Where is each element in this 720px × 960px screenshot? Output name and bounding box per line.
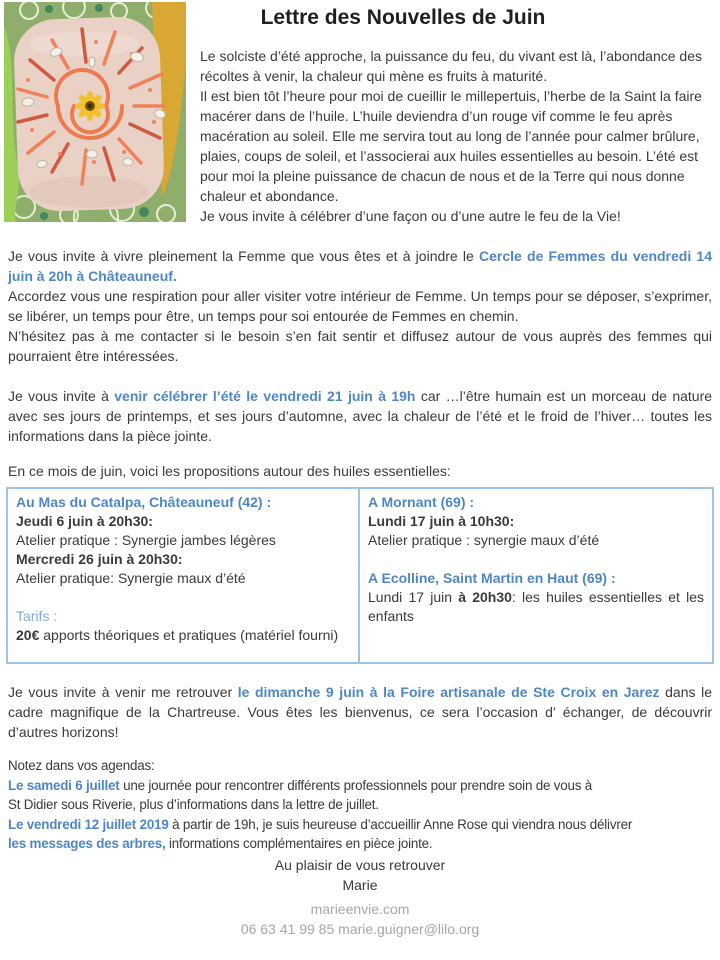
celebration-ete-paragraph: [8, 386, 712, 446]
foire-pre-text: Je vous invite à venir me retrouver: [8, 684, 238, 700]
ecolline-heading: A Ecolline, Saint Martin en Haut (69) :: [368, 570, 616, 586]
ete-highlight: venir célébrer l’été le vendredi 21 juin à 19h: [114, 388, 416, 404]
catalpa-date-2: Mercredi 26 juin à 20h30:: [16, 551, 183, 567]
catalpa-activity-1: Atelier pratique : Synergie jambes légères: [16, 532, 276, 548]
closing-section: [8, 855, 712, 895]
foire-paragraph: [8, 682, 712, 742]
agenda-item-1-text: une journée pour rencontrer différents professionnels pour prendre soin de vous à: [119, 777, 592, 793]
tarifs-price: 20€: [16, 627, 40, 643]
foire-highlight: le dimanche 9 juin à la Foire artisanale de Ste Croix en Jarez: [237, 684, 660, 700]
cercle-femmes-paragraph: [8, 246, 712, 286]
agenda-item-3-title: les messages des arbres,: [8, 836, 166, 852]
cercle-femmes-pre-text: Je vous invite à vivre pleinement la Femme que vous êtes et à joindre le: [8, 248, 480, 264]
catalpa-date-1: Jeudi 6 juin à 20h30:: [16, 513, 153, 529]
intro-section: [200, 46, 712, 226]
contact-paragraph: N’hésitez pas à me contacter si le besoin s’en fait sentir et diffusez autour de vous auprès des femmes qui pourraient être intéressées.: [8, 328, 712, 364]
blank-line: [368, 550, 704, 569]
tarifs-line: [16, 626, 350, 645]
agenda-item-2: [8, 815, 712, 835]
ete-pre-text: Je vous invite à: [8, 388, 115, 404]
offers-cell-catalpa: [8, 489, 360, 662]
propositions-intro: [8, 461, 712, 481]
newsletter-photo: [4, 2, 186, 222]
sun-body-paint-illustration: [4, 2, 186, 222]
phone-email-text: 06 63 41 99 85 marie.guigner@lilo.org: [240, 921, 480, 937]
offers-table: [6, 487, 714, 664]
flower-center: [75, 91, 105, 121]
signature: Marie: [342, 877, 378, 893]
agenda-item-3: [8, 834, 712, 854]
foire-section: [8, 682, 712, 742]
mornant-activity: Atelier pratique : synergie maux d’été: [368, 532, 600, 548]
page-title: Lettre des Nouvelles de Juin: [260, 6, 546, 29]
agenda-item-2-date: Le vendredi 12 juillet 2019: [8, 816, 169, 832]
intro-paragraph-1: Le solciste d’été approche, la puissance du feu, du vivant est là, l’abondance des récoltes à venir, la chaleur qui mène es fruits à maturité.: [200, 48, 702, 84]
agenda-section: [8, 756, 712, 854]
agenda-item-2-text: à partir de 19h, je suis heureuse d’accueillir Anne Rose qui viendra nous délivrer: [168, 816, 633, 832]
ecolline-pre-text: Lundi 17 juin: [368, 589, 459, 605]
footer-contact: [8, 899, 712, 939]
agenda-item-1-continued: St Didier sous Riverie, plus d’informations dans la lettre de juillet.: [8, 797, 379, 813]
intro-paragraph-2: Il est bien tôt l’heure pour moi de cueillir le millepertuis, l’herbe de la Saint la faire macérer dans de l’huile. L’huile deviendra d’un rouge vif comme le feu après macération au soleil. Elle me servira tout au long de l’année pour calmer brûlure, plaies, coups de soleil, et l’associerai aux huiles essentielles au besoin. L’été est pour moi la pleine puissance de chacun de nous et de la Terre qui nous donne chaleur et abondance.: [200, 88, 702, 204]
cercle-femmes-highlight: Cercle de Femmes du vendredi 14 juin à 20h à Châteauneuf.: [8, 248, 712, 284]
offers-cell-mornant-ecolline: [360, 489, 712, 662]
ecolline-line: [368, 588, 704, 626]
foire-post-text: dans le cadre magnifique de la Chartreuse. Vous êtes les bienvenus, ce sera l’occasion d’ échanger, de découvrir d’autres horizons!: [8, 684, 712, 740]
agenda-intro: Notez dans vos agendas:: [8, 758, 155, 773]
website-text: marieenvie.com: [310, 901, 410, 917]
agenda-item-3-text: informations complémentaires en pièce jointe.: [165, 836, 433, 852]
mornant-date: Lundi 17 juin à 10h30:: [368, 513, 515, 529]
closing-line: Au plaisir de vous retrouver: [274, 857, 446, 873]
catalpa-heading: Au Mas du Catalpa, Châteauneuf (42) :: [16, 494, 272, 510]
catalpa-activity-2: Atelier pratique: Synergie maux d’été: [16, 570, 246, 586]
propositions-intro-text: En ce mois de juin, voici les propositions autour des huiles essentielles:: [8, 463, 451, 479]
mornant-heading: A Mornant (69) :: [368, 494, 475, 510]
ecolline-time-bold: à 20h30: [458, 589, 512, 605]
ete-post-text: car …l’être humain est un morceau de nature avec ses jours de printemps, et ses jours d’automne, avec la chaleur de l’été et le froid de l’hiver… toutes les informations dans la pièce jointe.: [8, 388, 713, 444]
celebration-ete-section: [8, 386, 712, 446]
blank-line: [16, 588, 350, 607]
agenda-item-1-date: Le samedi 6 juillet: [8, 777, 120, 793]
cercle-femmes-section: [8, 246, 712, 366]
tarifs-label: Tarifs :: [16, 608, 58, 624]
intro-paragraph-3: Je vous invite à célébrer d’une façon ou d’une autre le feu de la Vie!: [200, 208, 621, 224]
tarifs-price-text: apports théoriques et pratiques (matériel fourni): [39, 627, 339, 643]
agenda-item-1: [8, 776, 712, 796]
ecolline-post-text: : les huiles essentielles et les enfants: [368, 589, 704, 624]
respiration-paragraph: Accordez vous une respiration pour aller visiter votre intérieur de Femme. Un temps pour se déposer, s’exprimer, se libérer, un temps pour être, un temps pour soi entourée de Femmes en chemin.: [8, 288, 712, 324]
